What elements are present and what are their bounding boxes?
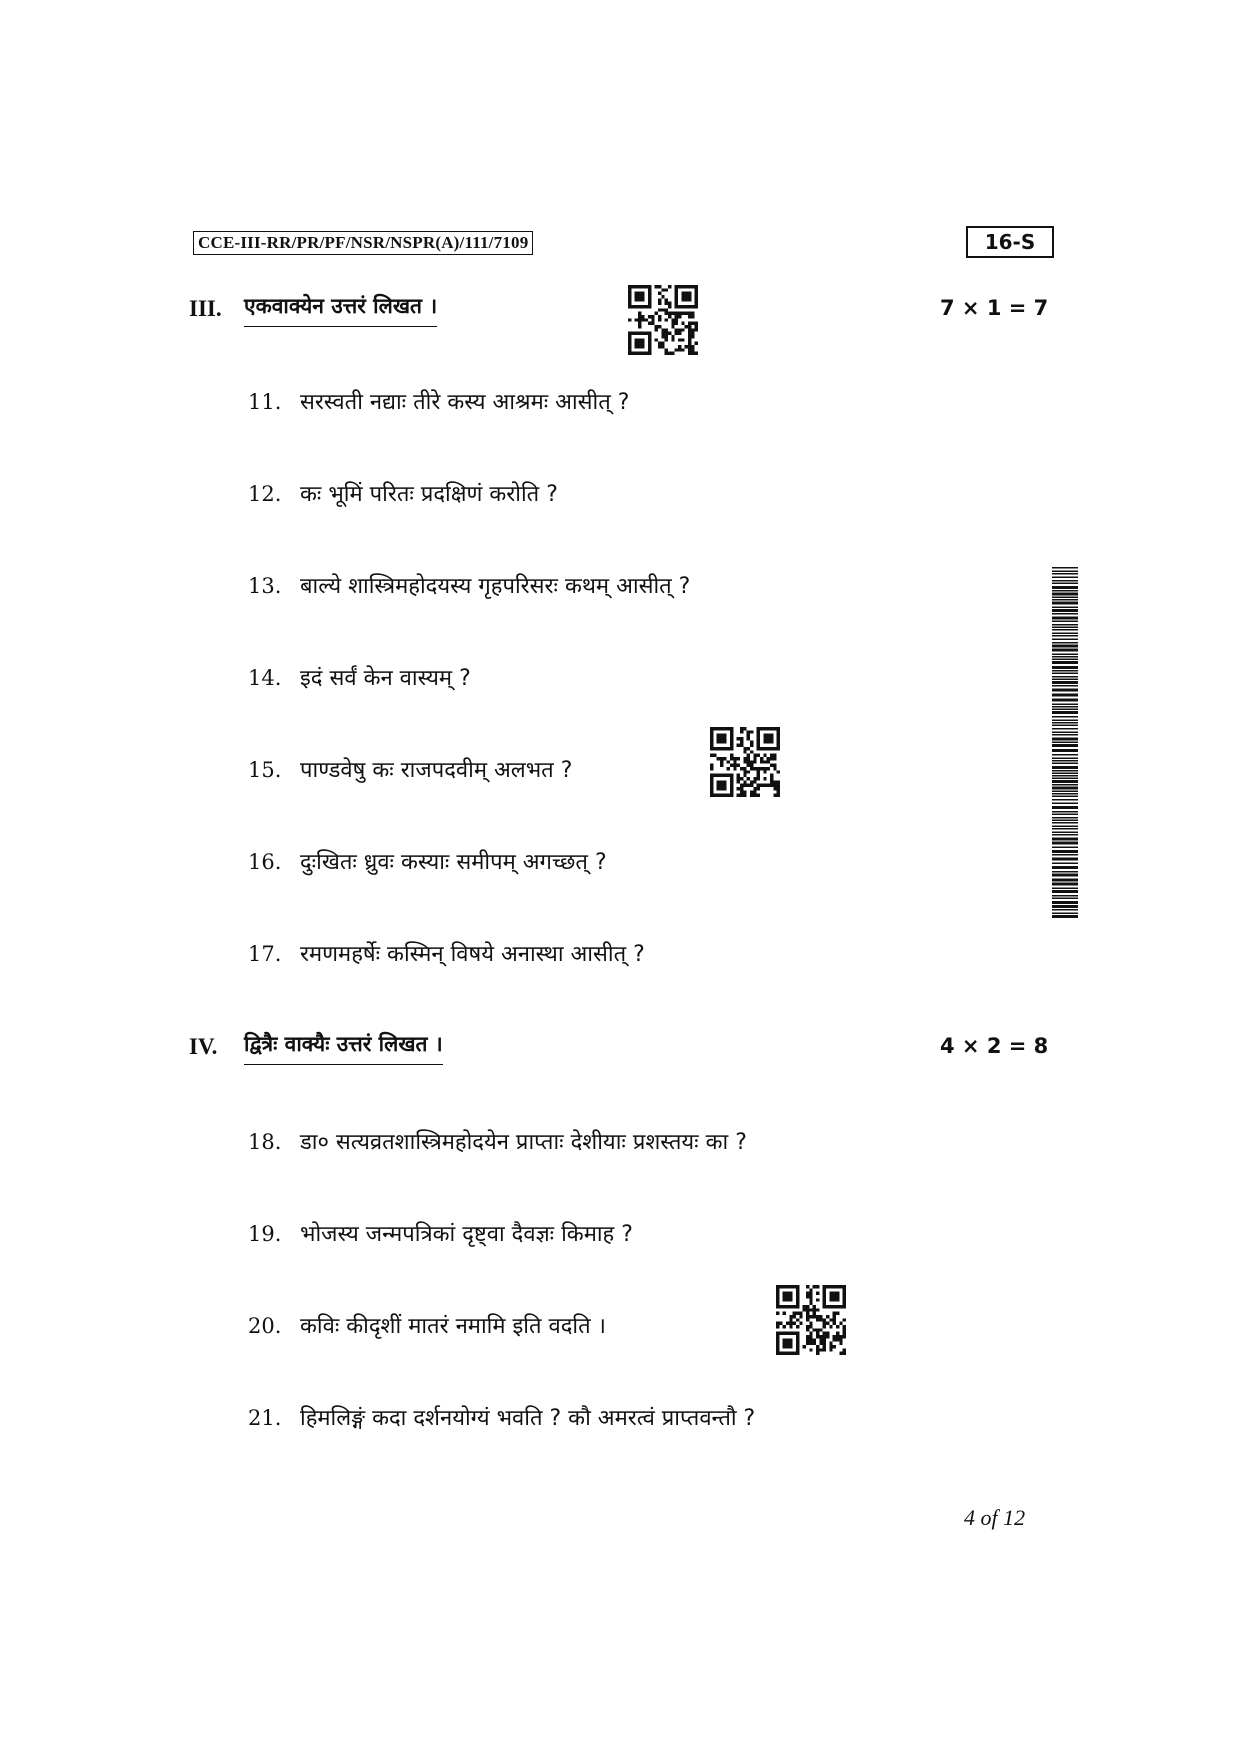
question-item — [248, 846, 607, 876]
section-title: एकवाक्येन उत्तरं लिखत । — [244, 292, 437, 327]
question-text: दुःखितः ध्रुवः कस्याः समीपम् अगच्छत् ? — [300, 850, 607, 875]
question-item — [248, 754, 572, 784]
question-item — [248, 478, 558, 508]
question-number: 11. — [248, 390, 282, 414]
question-text: पाण्डवेषु कः राजपदवीम् अलभत ? — [300, 758, 573, 783]
question-number: 20. — [248, 1314, 282, 1338]
section-number: III. — [189, 296, 222, 321]
question-item — [248, 938, 645, 968]
question-number: 16. — [248, 850, 282, 874]
question-text: रमणमहर्षेः कस्मिन् विषये अनास्था आसीत् ? — [300, 942, 645, 967]
barcode-icon — [1052, 567, 1078, 920]
question-number: 15. — [248, 758, 282, 782]
question-number: 12. — [248, 482, 282, 506]
exam-code: CCE-III-RR/PR/PF/NSR/NSPR(A)/111/7109 — [193, 231, 533, 255]
question-text: भोजस्य जन्मपत्रिकां दृष्ट्वा दैवज्ञः किमाह ? — [300, 1222, 633, 1247]
question-number: 13. — [248, 574, 282, 598]
question-number: 21. — [248, 1406, 282, 1430]
question-item — [248, 570, 690, 600]
page-number: 4 of 12 — [964, 1505, 1026, 1530]
paper-code: 16-S — [966, 226, 1054, 258]
question-number: 18. — [248, 1130, 282, 1154]
section-title: द्वित्रैः वाक्यैः उत्तरं लिखत । — [244, 1030, 443, 1065]
question-text: बाल्ये शास्त्रिमहोदयस्य गृहपरिसरः कथम् आसीत् ? — [300, 574, 691, 599]
qr-code-icon — [710, 727, 780, 797]
question-number: 14. — [248, 666, 282, 690]
question-text: इदं सर्वं केन वास्यम् ? — [300, 666, 471, 691]
question-item — [248, 1402, 755, 1432]
question-item — [248, 386, 629, 416]
question-text: सरस्वती नद्याः तीरे कस्य आश्रमः आसीत् ? — [300, 390, 630, 415]
question-item — [248, 1310, 606, 1340]
qr-code-icon — [628, 285, 698, 355]
question-item — [248, 1126, 747, 1156]
question-text: डा० सत्यव्रतशास्त्रिमहोदयेन प्राप्ताः देशीयाः प्रशस्तयः का ? — [300, 1130, 747, 1155]
question-number: 19. — [248, 1222, 282, 1246]
section-marks: 4 × 2 = 8 — [940, 1034, 1049, 1058]
section-number: IV. — [189, 1034, 218, 1059]
question-text: हिमलिङ्गं कदा दर्शनयोग्यं भवति ? कौ अमरत्वं प्राप्तवन्तौ ? — [300, 1406, 756, 1431]
question-number: 17. — [248, 942, 282, 966]
question-item — [248, 1218, 633, 1248]
section-marks: 7 × 1 = 7 — [940, 296, 1049, 320]
question-text: कविः कीदृशीं मातरं नमामि इति वदति । — [300, 1314, 607, 1339]
question-item — [248, 662, 471, 692]
qr-code-icon — [776, 1285, 846, 1355]
question-text: कः भूमिं परितः प्रदक्षिणं करोति ? — [300, 482, 558, 507]
